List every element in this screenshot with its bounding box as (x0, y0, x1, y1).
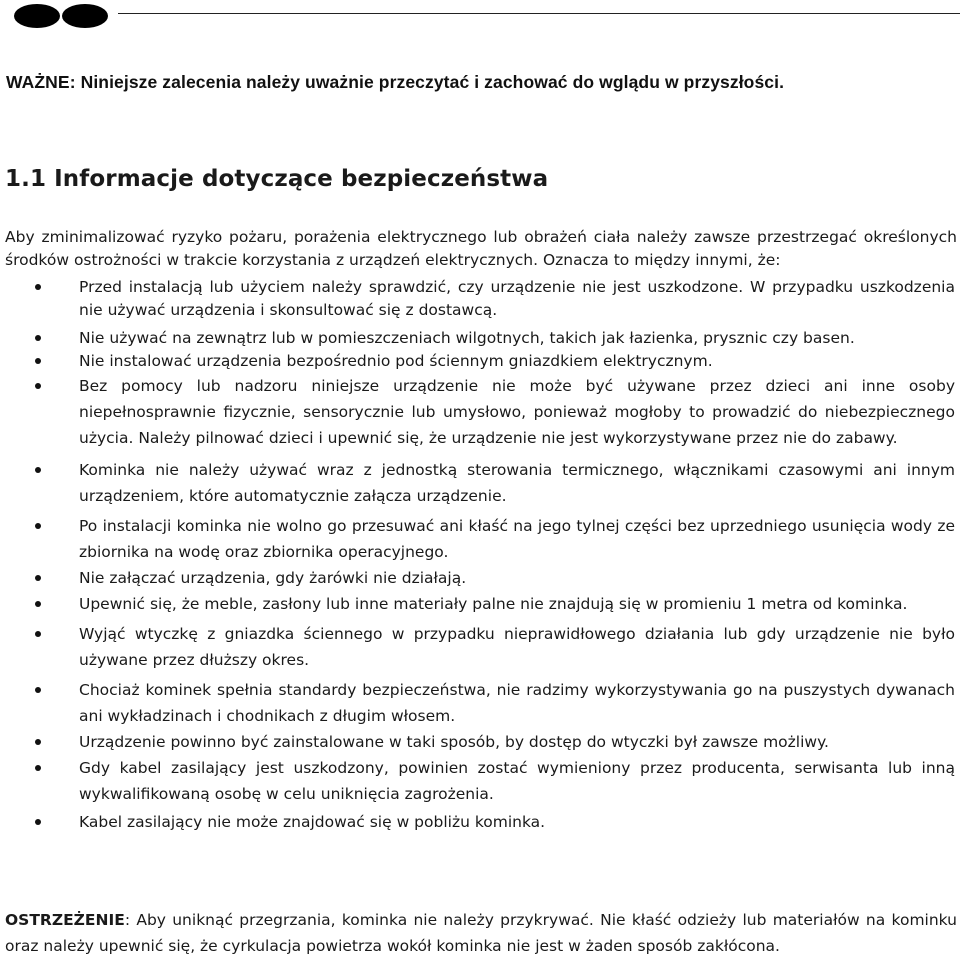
list-item-text: Bez pomocy lub nadzoru niniejsze urządzenie nie może być używane przez dzieci ani inne osoby niepełnosprawnie fizycznie, sensorycznie lub umysłowo, ponieważ mogłoby to prowadzić do niebezpiecznego użycia. Należy pilnować dzieci i upewnić się, że urządzenie nie jest wykorzystywane przez nie do zabawy. (79, 377, 955, 447)
bullet-icon (35, 739, 41, 745)
brand-logo-icon (14, 4, 108, 28)
list-item (0, 677, 960, 729)
bullet-icon (35, 523, 41, 529)
list-item-text: Po instalacji kominka nie wolno go przesuwać ani kłaść na jego tylnej części bez uprzedniego usunięcia wody ze zbiornika na wodę oraz zbiornika operacyjnego. (79, 517, 955, 561)
list-item (0, 327, 960, 350)
bullet-icon (35, 383, 41, 389)
list-item-text: Wyjąć wtyczkę z gniazdka ściennego w przypadku nieprawidłowego działania lub gdy urządzenie nie było używane przez dłuższy okres. (79, 625, 955, 669)
list-item (0, 729, 960, 755)
list-item-text: Nie instalować urządzenia bezpośrednio pod ściennym gniazdkiem elektrycznym. (79, 351, 713, 370)
list-item-text: Przed instalacją lub użyciem należy sprawdzić, czy urządzenie nie jest uszkodzone. W przypadku uszkodzenia nie używać urządzenia i skonsultować się z dostawcą. (79, 278, 955, 319)
list-item (0, 373, 960, 451)
list-item-text: Nie załączać urządzenia, gdy żarówki nie działają. (79, 569, 467, 587)
list-item (0, 621, 960, 673)
page-header (0, 0, 960, 34)
warning-paragraph (5, 907, 957, 959)
safety-list (0, 276, 960, 835)
warning-text: : Aby uniknąć przegrzania, kominka nie należy przykrywać. Nie kłaść odzieży lub materiałów na kominku oraz należy upewnić się, że cyrkulacja powietrza wokół kominka nie jest w żaden sposób zakłócona. (5, 911, 957, 955)
list-item-text: Kominka nie należy używać wraz z jednostką sterowania termicznego, włącznikami czasowymi ani innym urządzeniem, które automatycznie załącza urządzenie. (79, 461, 955, 505)
bullet-icon (35, 358, 41, 364)
list-item-text: Urządzenie powinno być zainstalowane w taki sposób, by dostęp do wtyczki był zawsze możliwy. (79, 733, 829, 751)
list-item (0, 755, 960, 807)
bullet-icon (35, 601, 41, 607)
bullet-icon (35, 335, 41, 341)
important-notice: WAŻNE: Niniejsze zalecenia należy uważnie przeczytać i zachować do wglądu w przyszłości. (6, 72, 785, 92)
list-item-text: Gdy kabel zasilający jest uszkodzony, powinien zostać wymieniony przez producenta, serwisanta lub inną wykwalifikowaną osobę w celu uniknięcia zagrożenia. (79, 759, 955, 803)
list-item (0, 457, 960, 509)
list-item (0, 513, 960, 565)
list-item-text: Chociaż kominek spełnia standardy bezpieczeństwa, nie radzimy wykorzystywania go na puszystych dywanach ani wykładzinach i chodnikach z długim włosem. (79, 681, 955, 725)
list-item (0, 591, 960, 617)
list-item (0, 809, 960, 835)
header-divider (118, 13, 960, 14)
bullet-icon (35, 687, 41, 693)
list-item-text: Nie używać na zewnątrz lub w pomieszczeniach wilgotnych, takich jak łazienka, prysznic czy basen. (79, 329, 855, 347)
list-item-text: Upewnić się, że meble, zasłony lub inne materiały palne nie znajdują się w promieniu 1 metra od kominka. (79, 595, 908, 613)
bullet-icon (35, 467, 41, 473)
list-item (0, 276, 960, 321)
bullet-icon (35, 631, 41, 637)
list-item (0, 565, 960, 591)
bullet-icon (35, 819, 41, 825)
bullet-icon (35, 765, 41, 771)
warning-label: OSTRZEŻENIE (5, 911, 125, 929)
section-title: 1.1 Informacje dotyczące bezpieczeństwa (5, 166, 549, 192)
intro-paragraph: Aby zminimalizować ryzyko pożaru, porażenia elektrycznego lub obrażeń ciała należy zawsze przestrzegać określonych środków ostrożności w trakcie korzystania z urządzeń elektrycznych. Oznacza to między innymi, że: (5, 228, 957, 269)
list-item (0, 350, 960, 373)
list-item-text: Kabel zasilający nie może znajdować się w pobliżu kominka. (79, 813, 546, 831)
bullet-icon (35, 575, 41, 581)
bullet-icon (35, 284, 41, 290)
